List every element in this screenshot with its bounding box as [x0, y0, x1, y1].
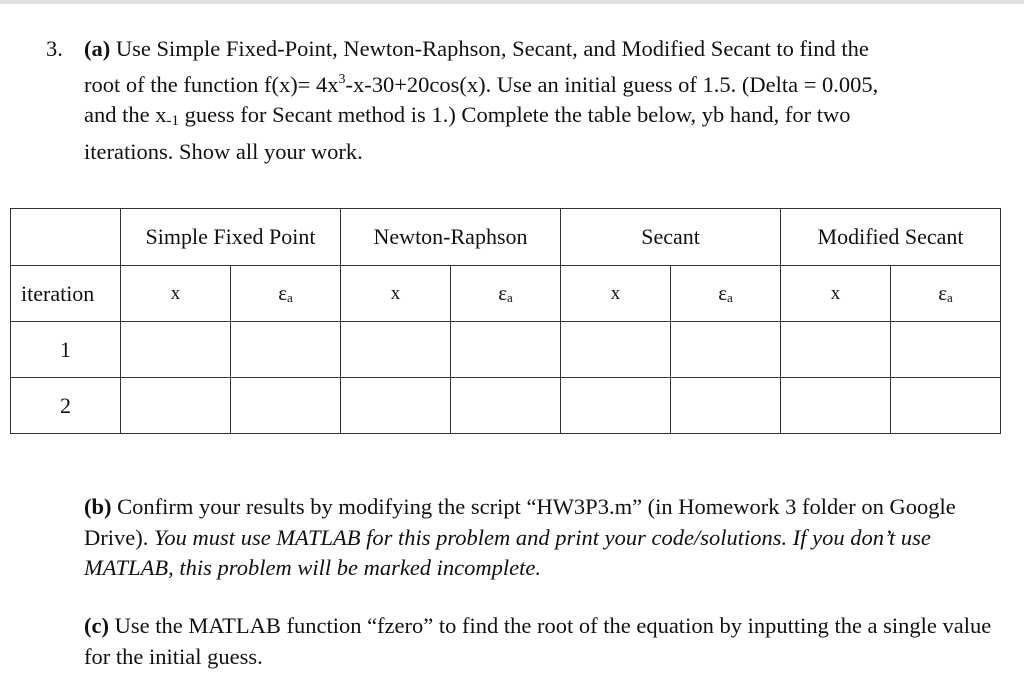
epsilon-subscript: a — [727, 290, 733, 305]
iteration-header: iteration — [11, 266, 121, 322]
answer-cell — [231, 322, 341, 378]
answer-cell — [891, 378, 1001, 434]
modified-secant-error-header — [891, 266, 1001, 322]
part-a-line2-pre: root of the function f(x)= 4x — [84, 71, 339, 97]
method-header-newton-raphson: Newton-Raphson — [341, 209, 561, 266]
answer-cell — [781, 378, 891, 434]
problem-number: 3. — [46, 36, 63, 61]
newton-x-header: x — [341, 266, 451, 322]
fixed-point-x-header: x — [121, 266, 231, 322]
iteration-number: 2 — [11, 378, 121, 434]
method-header-simple-fixed-point: Simple Fixed Point — [121, 209, 341, 266]
modified-secant-x-header: x — [781, 266, 891, 322]
answer-cell — [451, 378, 561, 434]
table-row — [11, 322, 1001, 378]
epsilon-subscript: a — [507, 290, 513, 305]
iteration-number: 1 — [11, 322, 121, 378]
answer-cell — [671, 322, 781, 378]
epsilon-symbol: ε — [938, 281, 948, 305]
answer-cell — [121, 378, 231, 434]
part-a-line4: iterations. Show all your work. — [84, 138, 363, 164]
epsilon-symbol: ε — [278, 281, 288, 305]
answer-cell — [341, 378, 451, 434]
part-b-label: (b) — [84, 494, 112, 519]
newton-error-header — [451, 266, 561, 322]
part-a-label: (a) — [84, 36, 111, 61]
secant-x-header: x — [561, 266, 671, 322]
method-header-row — [11, 209, 1001, 266]
part-a-line2-post: -x-30+20cos(x). Use an initial guess of 1.5. (Delta = 0.005, — [345, 71, 879, 97]
answer-cell — [341, 322, 451, 378]
part-b-italic-text: You must use MATLAB for this problem and print your code/solutions. If you don’t use MATLAB, this problem will be marked incomplete. — [84, 524, 931, 580]
corner-cell — [11, 209, 121, 266]
problem-body — [84, 34, 1004, 167]
part-a-line3-pre: and the x — [84, 102, 167, 127]
answer-cell — [561, 322, 671, 378]
part-a-line3-post: guess for Secant method is 1.) Complete the table below, yb hand, for two — [178, 102, 851, 127]
table-row — [11, 378, 1001, 434]
top-rule — [0, 0, 1024, 4]
results-table — [10, 208, 1001, 434]
part-a-subscript: -1 — [166, 113, 179, 129]
answer-cell — [781, 322, 891, 378]
part-b — [84, 492, 1004, 584]
part-a-exponent: 3 — [338, 71, 346, 87]
secant-error-header — [671, 266, 781, 322]
epsilon-symbol: ε — [498, 281, 508, 305]
answer-cell — [561, 378, 671, 434]
method-header-secant: Secant — [561, 209, 781, 266]
part-c-text: Use the MATLAB function “fzero” to find the root of the equation by inputting the a single value for the initial guess. — [84, 613, 992, 669]
method-header-modified-secant: Modified Secant — [781, 209, 1001, 266]
answer-cell — [121, 322, 231, 378]
answer-cell — [671, 378, 781, 434]
part-c — [84, 611, 1004, 672]
part-c-label: (c) — [84, 613, 109, 638]
epsilon-subscript: a — [947, 290, 953, 305]
fixed-point-error-header — [231, 266, 341, 322]
answer-cell — [891, 322, 1001, 378]
part-a-line1: Use Simple Fixed-Point, Newton-Raphson, Secant, and Modified Secant to find the — [110, 36, 869, 61]
answer-cell — [231, 378, 341, 434]
part-b-text: Confirm your results by modifying the script “HW3P3.m” (in Homework 3 folder on Google Drive). — [84, 494, 956, 550]
epsilon-symbol: ε — [718, 281, 728, 305]
epsilon-subscript: a — [287, 290, 293, 305]
answer-cell — [451, 322, 561, 378]
column-header-row — [11, 266, 1001, 322]
